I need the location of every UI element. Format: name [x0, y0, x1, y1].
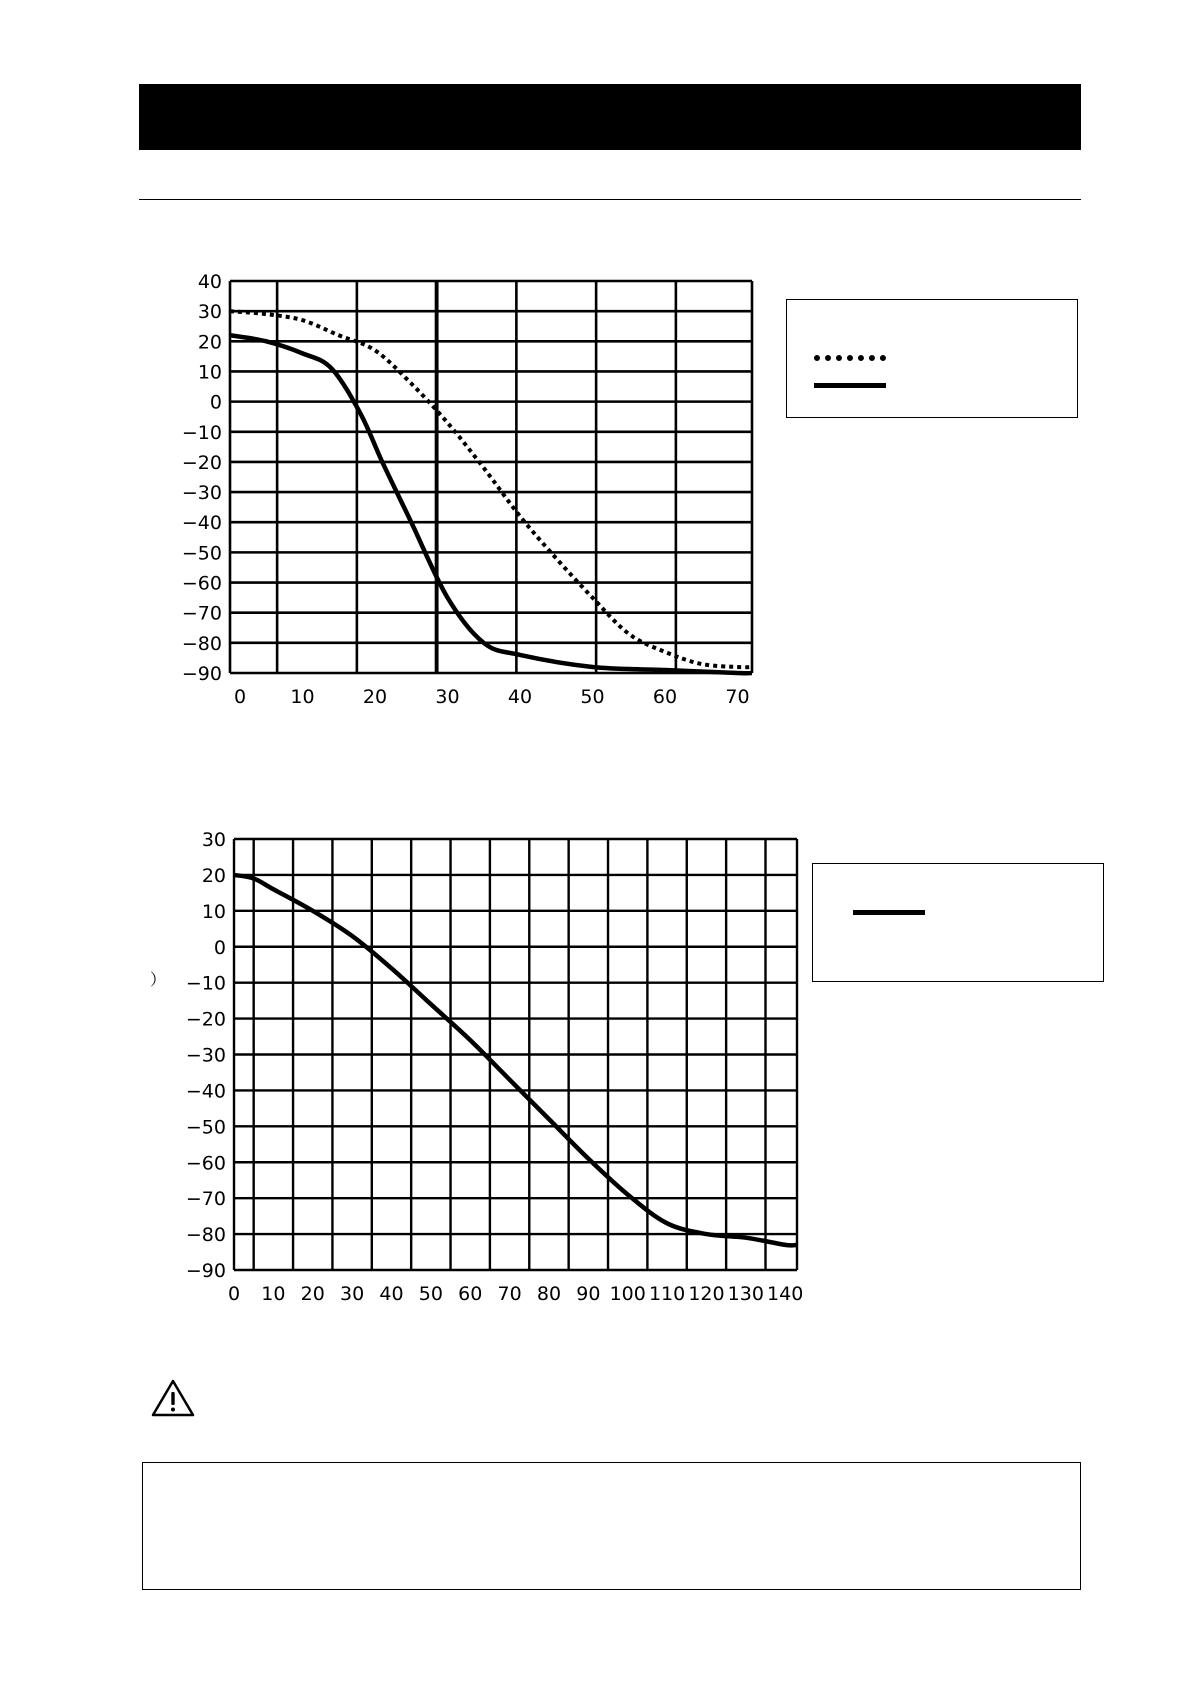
section-header-bar [139, 84, 1081, 150]
x-tick-label: 60 [458, 1283, 483, 1305]
x-tick-label: 80 [536, 1283, 562, 1305]
chart-1-y-ticks [182, 271, 222, 685]
x-tick-label: 30 [340, 1283, 365, 1305]
x-tick-label: 20 [362, 686, 388, 708]
chart-2-y-ticks [186, 829, 226, 1282]
y-tick-label: −30 [181, 482, 222, 505]
legend-swatch-solid [814, 383, 886, 388]
chart-2 [0, 810, 810, 1310]
chart-1 [0, 255, 780, 715]
chart-1-legend [786, 299, 1078, 418]
x-tick-label: 100 [609, 1283, 646, 1305]
chart-2-series [234, 875, 797, 1245]
x-tick-label: 60 [652, 686, 678, 708]
series-line-solid [230, 335, 752, 673]
x-tick-label: 70 [725, 686, 750, 708]
warning-icon [150, 1378, 196, 1418]
y-tick-label: −90 [181, 663, 222, 685]
notice-box [142, 1462, 1081, 1590]
y-tick-label: −80 [185, 1224, 226, 1247]
x-tick-label: 50 [418, 1283, 443, 1305]
y-tick-label: −50 [181, 542, 222, 565]
x-tick-label: 30 [435, 686, 460, 708]
y-tick-label: −30 [185, 1044, 226, 1067]
y-tick-label: 30 [201, 829, 226, 851]
y-tick-label: −10 [185, 972, 226, 995]
y-tick-label: −40 [185, 1080, 226, 1103]
y-tick-label: 10 [197, 361, 222, 384]
y-tick-label: 10 [201, 900, 226, 923]
y-tick-label: −60 [185, 1152, 226, 1175]
x-tick-label: 0 [233, 686, 247, 708]
y-tick-label: −90 [185, 1260, 226, 1282]
x-tick-label: 40 [379, 1283, 404, 1305]
y-tick-label: 0 [213, 936, 226, 959]
legend-swatch-solid [853, 910, 925, 915]
y-tick-label: −50 [185, 1116, 226, 1139]
x-tick-label: 0 [227, 1283, 241, 1305]
x-tick-label: 10 [261, 1283, 286, 1305]
chart-2-legend [812, 863, 1104, 982]
x-tick-label: 50 [580, 686, 605, 708]
x-tick-label: 130 [727, 1283, 764, 1305]
series-line-solid [234, 875, 797, 1245]
x-tick-label: 10 [290, 686, 315, 708]
y-tick-label: −80 [181, 632, 222, 655]
x-tick-label: 40 [507, 686, 533, 708]
x-tick-label: 110 [648, 1283, 686, 1305]
chart-1-grid [230, 281, 752, 673]
x-tick-label: 20 [300, 1283, 325, 1305]
y-tick-label: −10 [181, 421, 222, 444]
y-tick-label: 0 [209, 391, 222, 414]
y-tick-label: 40 [197, 271, 222, 293]
y-tick-label: 20 [201, 864, 226, 887]
y-tick-label: −40 [181, 512, 222, 535]
y-tick-label: −20 [185, 1008, 226, 1031]
x-tick-label: 70 [497, 1283, 522, 1305]
header-rule [139, 199, 1081, 200]
chart-2-x-ticks [228, 1283, 803, 1305]
y-tick-label: −60 [181, 572, 222, 595]
legend-swatch-dotted [814, 355, 886, 361]
chart-2-y-axis-label: ） [150, 972, 167, 989]
y-tick-label: −20 [181, 451, 222, 474]
x-tick-label: 140 [767, 1283, 804, 1305]
y-tick-label: −70 [181, 602, 222, 625]
chart-1-x-ticks [234, 686, 750, 708]
x-tick-label: 120 [688, 1283, 725, 1305]
y-tick-label: −70 [185, 1188, 226, 1211]
x-tick-label: 90 [576, 1283, 601, 1305]
chart-2-grid [234, 839, 797, 1270]
y-tick-label: 20 [197, 331, 222, 354]
y-tick-label: 30 [197, 301, 222, 324]
